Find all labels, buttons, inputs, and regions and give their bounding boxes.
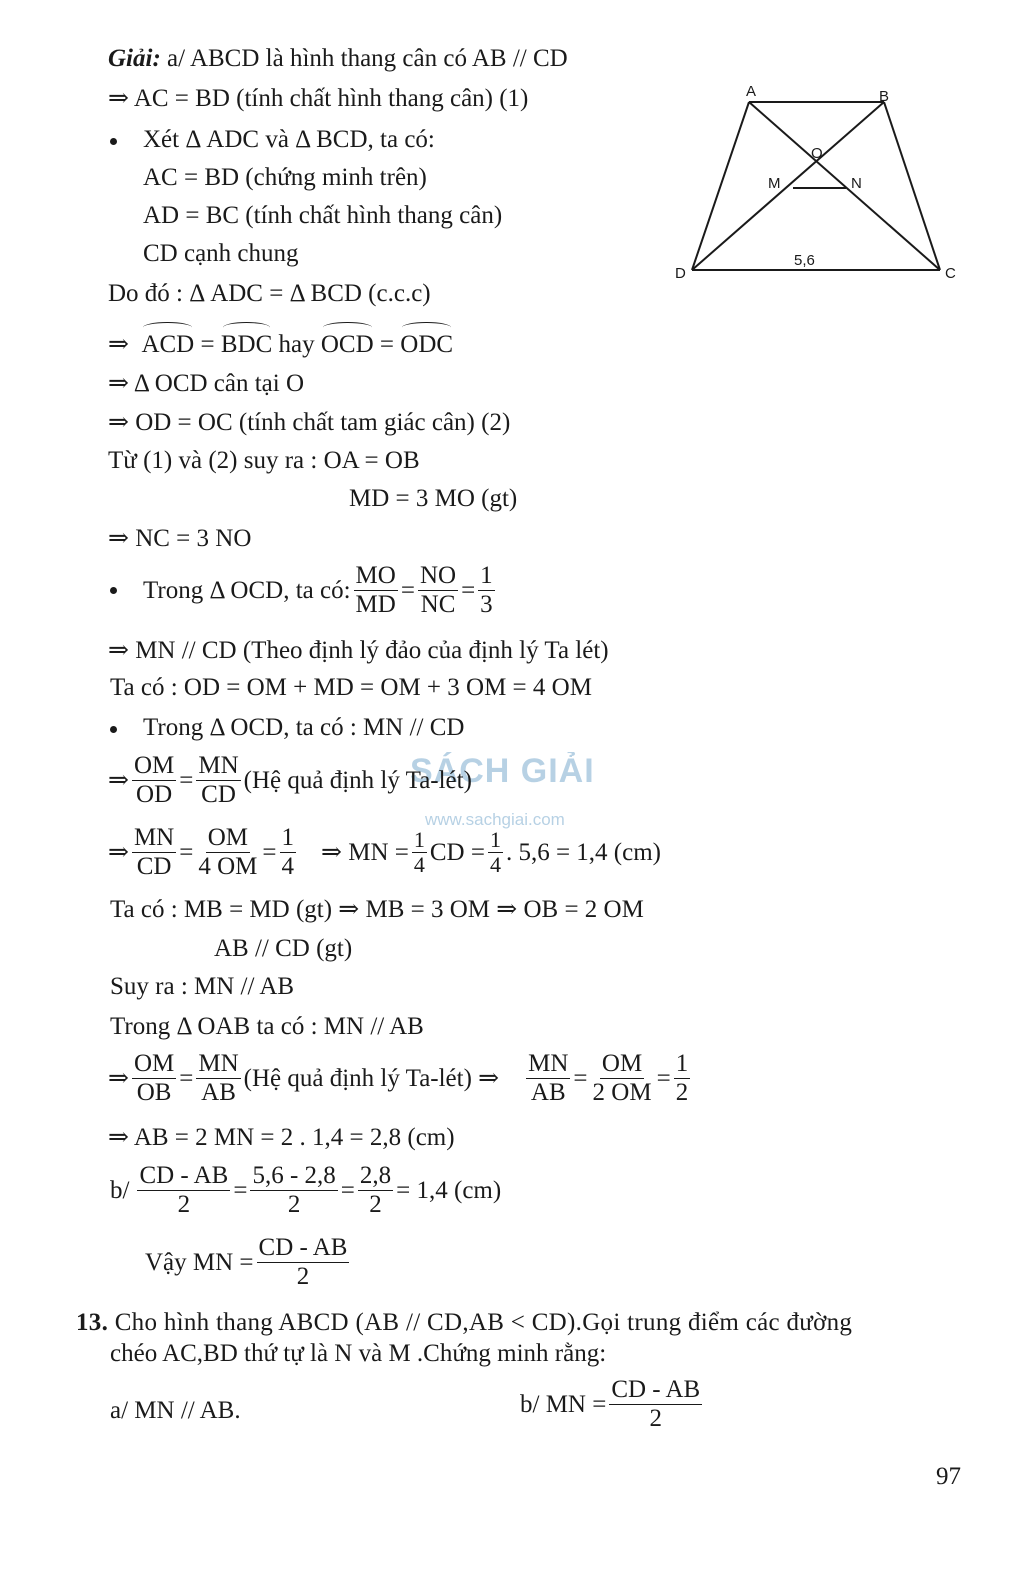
line-17 — [110, 713, 464, 743]
line-19-mid: ⇒ MN = — [321, 838, 409, 866]
watermark-logo: SÁCH GIẢI — [410, 752, 595, 790]
line-10: ⇒ OD = OC (tính chất tam giác cân) (2) — [108, 409, 511, 436]
line-15: ⇒ MN // CD (Theo định lý đảo của định lý Ta lét) — [108, 637, 609, 664]
label-c: C — [945, 265, 956, 282]
fraction: $\frac{OM}{4 OM}$ — [198, 824, 258, 880]
line-24: ⇒ $\frac{OM}{OB}$ = $\frac{MN}{AB}$ (Hệ quả định lý Ta-lét) ⇒ $\frac{MN}{AB}$ = $\frac{OM}{2 OM}$ = $\frac{1}{2}$ — [108, 1050, 689, 1106]
line-12: MD = 3 MO (gt) — [349, 485, 518, 512]
implies: ⇒ — [108, 331, 129, 358]
problem-13-line-2: chéo AC,BD thứ tự là N và M .Chứng minh rằng: — [110, 1340, 607, 1367]
line-2: ⇒ AC = BD (tính chất hình thang cân) (1) — [108, 85, 529, 112]
line-17-text: Trong Δ OCD, ta có : MN // CD — [143, 714, 465, 741]
angle-ocd: OCD — [321, 326, 374, 360]
line-24-mid: (Hệ quả định lý Ta-lét) ⇒ — [243, 1064, 500, 1092]
fraction: $\frac{MN}{AB}$ — [528, 1050, 569, 1106]
line-8 — [108, 326, 453, 360]
line-16: Ta có : OD = OM + MD = OM + 3 OM = 4 OM — [110, 674, 592, 701]
label-d: D — [675, 265, 686, 282]
line-25: ⇒ AB = 2 MN = 2 . 1,4 = 2,8 (cm) — [108, 1124, 455, 1151]
trapezoid-figure — [672, 82, 962, 282]
fraction: $\frac{1}{2}$ — [675, 1050, 689, 1106]
equals: = — [379, 331, 395, 358]
line-23: Trong Δ OAB ta có : MN // AB — [110, 1013, 424, 1040]
equals: = — [200, 331, 215, 358]
line-7: Do đó : Δ ADC = Δ BCD (c.c.c) — [108, 280, 431, 307]
line-9: ⇒ Δ OCD cân tại O — [108, 370, 305, 397]
line-18: ⇒ $\frac{OM}{OD}$ = $\frac{MN}{CD}$ (Hệ quả định lý Ta-lét) — [108, 752, 472, 808]
fraction: $\frac{OM}{OB}$ — [133, 1050, 175, 1106]
fraction: $\frac{OM}{2 OM}$ — [592, 1050, 652, 1106]
watermark-url: www.sachgiai.com — [425, 810, 565, 829]
fraction: $\frac{2,8}{2}$ — [359, 1162, 392, 1218]
conclusion-text: Vậy MN = — [145, 1248, 254, 1276]
line-13: ⇒ NC = 3 NO — [108, 525, 252, 552]
line-3-text: Xét Δ ADC và Δ BCD, ta có: — [143, 126, 435, 153]
fraction: $\frac{1}{3}$ — [480, 562, 493, 618]
line-11: Từ (1) và (2) suy ra : OA = OB — [108, 447, 420, 474]
fraction: $\frac{1}{4}$ — [413, 827, 425, 877]
page-number: 97 — [936, 1463, 961, 1490]
part-b-text: b/ MN = — [520, 1390, 607, 1418]
fraction: $\frac{OM}{OD}$ — [133, 752, 175, 808]
line-14: Trong Δ OCD, ta có: $\frac{MO}{MD}$ = $\frac{NO}{NC}$ = $\frac{1}{3}$ — [110, 562, 498, 619]
line-3 — [110, 125, 435, 155]
bullet — [110, 587, 117, 594]
label-o: O — [811, 145, 823, 162]
fraction: $\frac{MN}{AB}$ — [198, 1050, 239, 1106]
line-19-end: . 5,6 = 1,4 (cm) — [505, 838, 661, 866]
line-20: Ta có : MB = MD (gt) ⇒ MB = 3 OM ⇒ OB = 2 OM — [110, 896, 644, 923]
line-4: AC = BD (chứng minh trên) — [143, 164, 427, 191]
fraction: $\frac{5,6 - 2,8}{2}$ — [252, 1162, 336, 1218]
solution-label: Giải: — [108, 45, 161, 72]
fraction: $\frac{CD - AB}{2}$ — [611, 1376, 701, 1432]
fraction: $\frac{CD - AB}{2}$ — [139, 1162, 229, 1218]
line-5: AD = BC (tính chất hình thang cân) — [143, 202, 503, 229]
angle-acd: ACD — [141, 326, 194, 360]
fraction: $\frac{MO}{MD}$ — [355, 562, 396, 618]
line-27 — [145, 1234, 352, 1291]
angle-odc: ODC — [400, 326, 453, 360]
problem-13-line-1 — [76, 1308, 852, 1338]
label-cd-length: 5,6 — [794, 252, 815, 269]
line-1 — [108, 44, 568, 74]
line-26: b/ $\frac{CD - AB}{2}$ = $\frac{5,6 - 2,8}{2}$ = $\frac{2,8}{2}$ = 1,4 (cm) — [110, 1162, 502, 1218]
line-21: AB // CD (gt) — [214, 935, 353, 962]
part-b-label: b/ — [110, 1176, 130, 1204]
label-a: A — [746, 83, 757, 100]
line-19-cd: CD = — [429, 838, 485, 866]
fraction: $\frac{1}{4}$ — [281, 824, 295, 880]
angle-bdc: BDC — [221, 326, 272, 360]
line-26-end: = 1,4 (cm) — [396, 1176, 502, 1204]
fraction: $\frac{NO}{NC}$ — [419, 562, 457, 618]
problem-13-text-1: Cho hình thang ABCD (AB // CD,AB < CD).Gọi trung điểm các đường — [108, 1309, 853, 1336]
label-b: B — [879, 88, 890, 105]
bullet — [110, 138, 117, 145]
problem-number: 13. — [76, 1309, 109, 1336]
line-22: Suy ra : MN // AB — [110, 973, 295, 1000]
label-m: M — [768, 175, 781, 192]
line-14-text: Trong Δ OCD, ta có: — [143, 576, 351, 604]
fraction: $\frac{CD - AB}{2}$ — [258, 1234, 348, 1290]
label-n: N — [851, 175, 862, 192]
line-19: ⇒ $\frac{MN}{CD}$ = $\frac{OM}{4 OM}$ = $\frac{1}{4}$ ⇒ MN = $\frac{1}{4}$ CD = $\frac{1}{4}$ . 5,6 = 1,4 (cm) — [108, 824, 661, 880]
line-6: CD cạnh chung — [143, 240, 299, 267]
problem-13-part-a: a/ MN // AB. — [110, 1397, 241, 1424]
bullet — [110, 726, 117, 733]
problem-13-part-b — [520, 1376, 705, 1433]
fraction: $\frac{MN}{CD}$ — [198, 752, 239, 808]
fraction: $\frac{1}{4}$ — [489, 827, 501, 877]
line-18-text: (Hệ quả định lý Ta-lét) — [243, 766, 472, 794]
line-1-text: a/ ABCD là hình thang cân có AB // CD — [160, 45, 568, 72]
word-hay: hay — [278, 331, 315, 358]
fraction: $\frac{MN}{CD}$ — [133, 824, 175, 880]
